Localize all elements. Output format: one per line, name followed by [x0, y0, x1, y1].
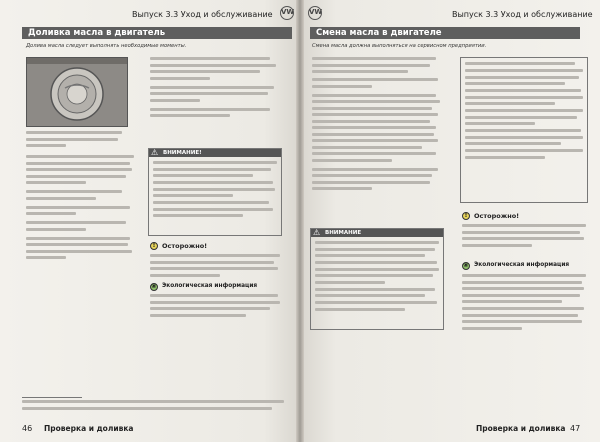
right-warning-box [310, 228, 444, 330]
footnote-text [22, 400, 292, 413]
right-section-title: Смена масла в двигателе [310, 27, 580, 39]
logo-icon: VW [308, 6, 322, 20]
warning-icon: ⚠ [151, 148, 159, 157]
warning-icon: ⚠ [313, 228, 321, 237]
book-gutter [296, 0, 304, 442]
right-footer-title: Проверка и доливка [476, 424, 566, 433]
right-warning-title: ВНИМАНИЕ [311, 229, 443, 237]
left-environment-title: Экологическая информация [162, 283, 258, 289]
caution-icon: ! [462, 212, 470, 220]
environment-icon: ❀ [463, 262, 469, 269]
right-environment-text [462, 274, 588, 333]
right-page [300, 0, 600, 442]
right-caution-title: Осторожно! [474, 212, 520, 220]
right-header-title: Выпуск 3.3 Уход и обслуживание [452, 10, 593, 19]
right-caution-text [462, 224, 588, 250]
left-footer-title: Проверка и доливка [44, 424, 134, 433]
footnote-rule [22, 397, 82, 398]
caution-icon: ! [150, 242, 158, 250]
left-environment-text [150, 294, 282, 320]
environment-icon: ❀ [151, 283, 157, 290]
right-note-box [460, 57, 588, 203]
left-intro: Долива масла следует выполнять необходимые моменты. [26, 43, 187, 49]
right-col1-text [312, 57, 442, 194]
left-page-number: 46 [22, 424, 33, 433]
logo-icon: VW [280, 6, 294, 20]
photo-engine [26, 57, 128, 127]
left-col2-text [150, 57, 280, 121]
right-page-number: 47 [570, 424, 581, 433]
left-caution-text [150, 254, 282, 280]
right-environment-title: Экологическая информация [474, 262, 570, 268]
left-section-title: Доливка масла в двигатель [22, 27, 292, 39]
left-warning-title: ВНИМАНИЕ! [149, 149, 281, 157]
left-header-title: Выпуск 3.3 Уход и обслуживание [132, 10, 273, 19]
left-warning-box [148, 148, 282, 236]
photo-caption-lines [26, 131, 126, 151]
left-caution-title: Осторожно! [162, 242, 208, 250]
left-col1-text [26, 155, 136, 263]
right-intro: Смена масла должна выполняться на сервисном предприятии. [312, 43, 487, 49]
